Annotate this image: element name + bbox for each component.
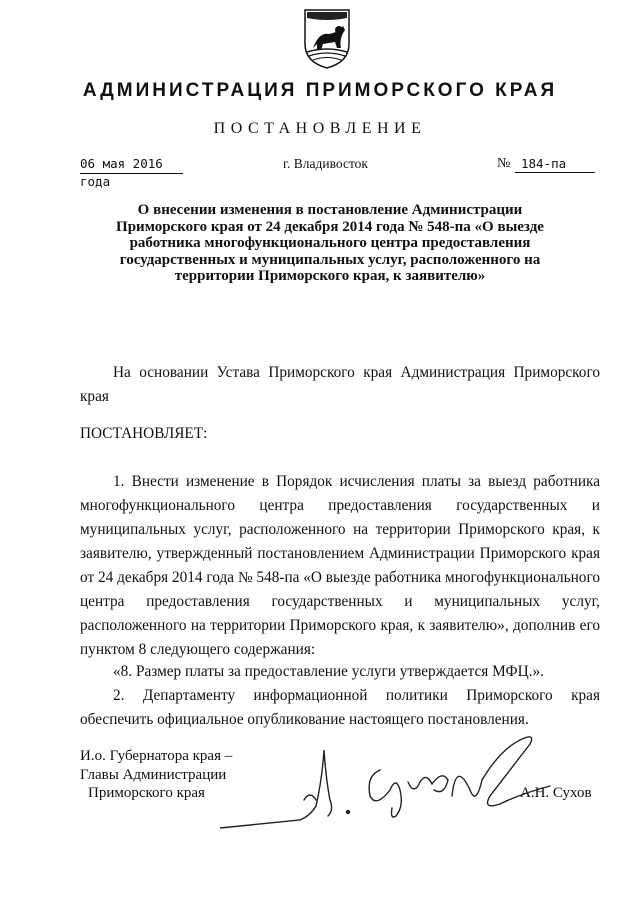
decree-date: 06 мая 2016 года [80, 155, 183, 174]
basis-paragraph: На основании Устава Приморского края Администрация Приморского края [80, 364, 600, 405]
signer-position-line: Главы Администрации [80, 766, 227, 783]
paragraph-quote: «8. Размер платы за предоставление услуги утверждается МФЦ.». [113, 663, 544, 680]
signer-position-line: Приморского края [88, 785, 205, 801]
administration-title: АДМИНИСТРАЦИЯ ПРИМОРСКОГО КРАЯ [82, 80, 558, 101]
decree-number: 184-па [515, 155, 595, 173]
decree-heading: О внесении изменения в постановление Администрации Приморского края от 24 декабря 2014 года № 548-па «О выезде работника многофункционального центра предоставления государственных и муниципальных услуг, расположенного на территории Приморского края, к заявителю» [116, 202, 544, 285]
decree-city: г. Владивосток [283, 156, 368, 171]
handwritten-signature-icon [220, 720, 560, 840]
signer-name: А.Н. Сухов [520, 785, 592, 801]
decree-number-label: № [497, 156, 511, 171]
signer-position-line: И.о. Губернатора края – [80, 748, 233, 764]
paragraph-1: 1. Внести изменение в Порядок исчисления платы за выезд работника многофункционального центра предоставления государственных и муниципальных услуг, расположенного на территории Приморского края, к заявителю, утвержденный постановлением Администрации Приморского края от 24 декабря 2014 года № 548-па «О выезде работника многофункционального центра предоставления государственных и муниципальных услуг, расположенного на территории Приморского края, к заявителю», дополнив его пунктом 8 следующего содержания: [80, 473, 600, 658]
paragraph-2: 2. Департаменту информационной политики Приморского края обеспечить официальное опубликование настоящего постановления. [80, 687, 600, 728]
signer-position [80, 747, 232, 803]
resolves-label: ПОСТАНОВЛЯЕТ: [80, 425, 208, 442]
decree-title: ПОСТАНОВЛЕНИЕ [213, 120, 427, 137]
coat-of-arms-icon [303, 8, 351, 70]
